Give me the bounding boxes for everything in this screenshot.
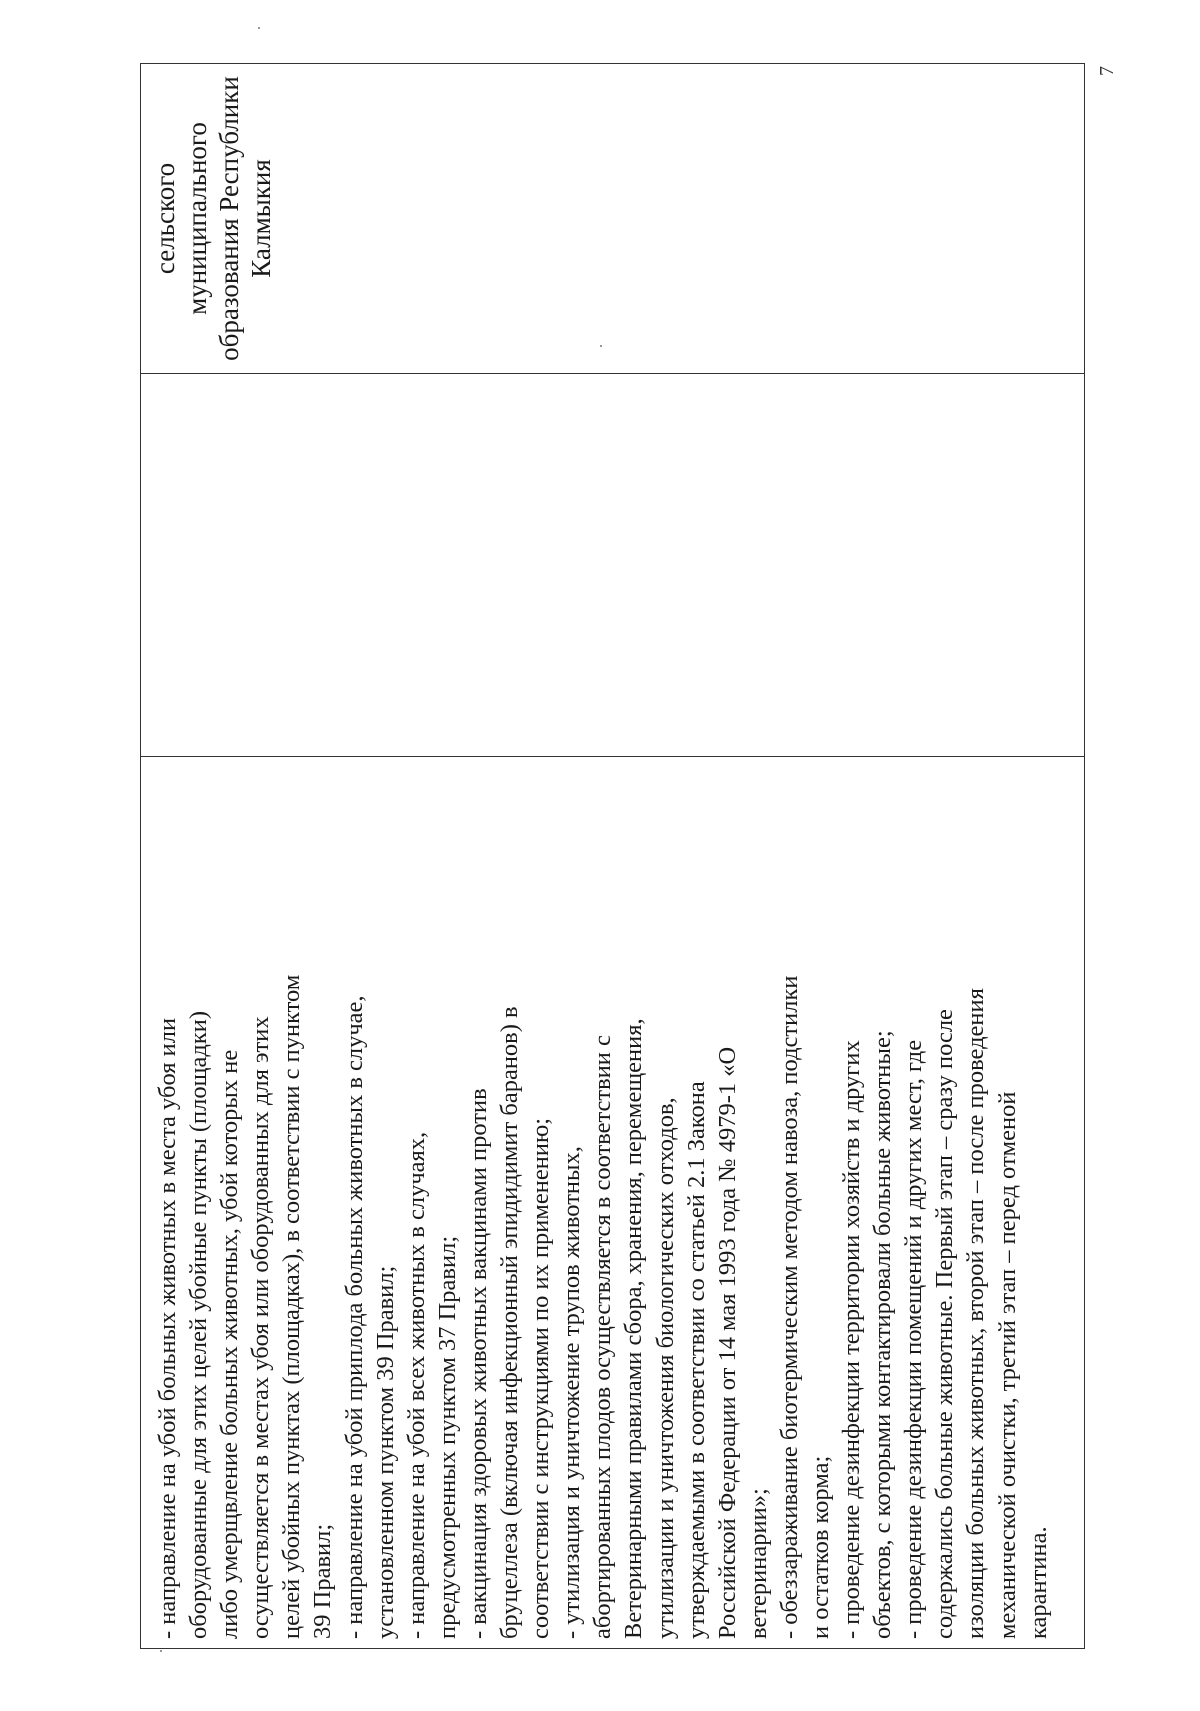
scan-speck [600,345,602,347]
measure-line: Российской Федерации от 14 мая 1993 года № 4979-1 «О [713,1046,741,1639]
measure-line: бруцеллеза (включая инфекционный эпидидимит баранов) в [496,1006,524,1639]
measure-line: абортированных плодов осуществляется в соответствии с [589,1035,617,1639]
deadline-text [141,374,149,756]
measures-table [140,63,1085,1649]
page-number: 7 [1096,66,1118,76]
measure-line: и остатков корма; [806,1455,834,1639]
measure-line: - проведение дезинфекции территории хозяйств и других [838,1040,866,1639]
scan-speck [160,1650,162,1652]
measure-line: содержались больные животные. Первый этап – сразу после [931,1009,959,1639]
responsible-text [141,64,277,373]
responsible-cell [141,64,1085,374]
responsible-line-1: сельского муниципального [150,122,212,315]
measures-cell [141,757,1085,1649]
measure-line: объектов, с которыми контактировали больные животные; [869,1030,897,1639]
measures-list [141,757,1054,1648]
measure-line: изоляции больных животных, второй этап – после проведения [962,988,990,1639]
measure-line: целей убойных пунктах (площадках), в соответствии с пунктом [278,974,306,1639]
measure-line: - вакцинация здоровых животных вакцинами против [464,1088,492,1639]
measure-line: либо умерщвление больных животных, убой которых не [216,1049,244,1639]
measure-line: - направление на убой всех животных в случаях, [402,1131,430,1639]
responsible-line-2: образования Республики Калмыкия [214,76,276,361]
measure-line: ветеринарии»; [744,1488,772,1639]
measure-line: 39 Правил; [309,1523,337,1639]
scan-speck [258,27,260,29]
measure-line: Ветеринарными правилами сбора, хранения, перемещения, [620,1018,648,1639]
measure-line: карантина. [1024,1526,1052,1639]
measure-line: - проведение дезинфекции помещений и других мест, где [900,1039,928,1639]
measure-line: - обеззараживание биотермическим методом навоза, подстилки [775,975,803,1639]
measure-line: предусмотренных пунктом 37 Правил; [433,1235,461,1639]
measure-line: утверждаемыми в соответствии со статьей 2.1 Закона [682,1081,710,1639]
measure-line: - утилизация и уничтожение трупов животных, [558,1146,586,1639]
measure-line: механической очистки, третий этап – перед отменой [993,1091,1021,1639]
measure-line: осуществляется в местах убоя или оборудованных для этих [247,1016,275,1639]
measure-line: - направление на убой больных животных в места убоя или [154,1017,181,1639]
measure-line: утилизации и уничтожения биологических отходов, [651,1097,679,1639]
measure-line: соответствии с инструкциями по их применению; [527,1117,555,1639]
measure-line: - направление на убой приплода больных животных в случае, [340,995,368,1639]
measure-line: установленном пунктом 39 Правил; [371,1265,399,1639]
table-row [141,64,1085,1649]
deadline-cell [141,374,1085,757]
measure-line: оборудованные для этих целей убойные пункты (площадки) [185,1010,213,1639]
